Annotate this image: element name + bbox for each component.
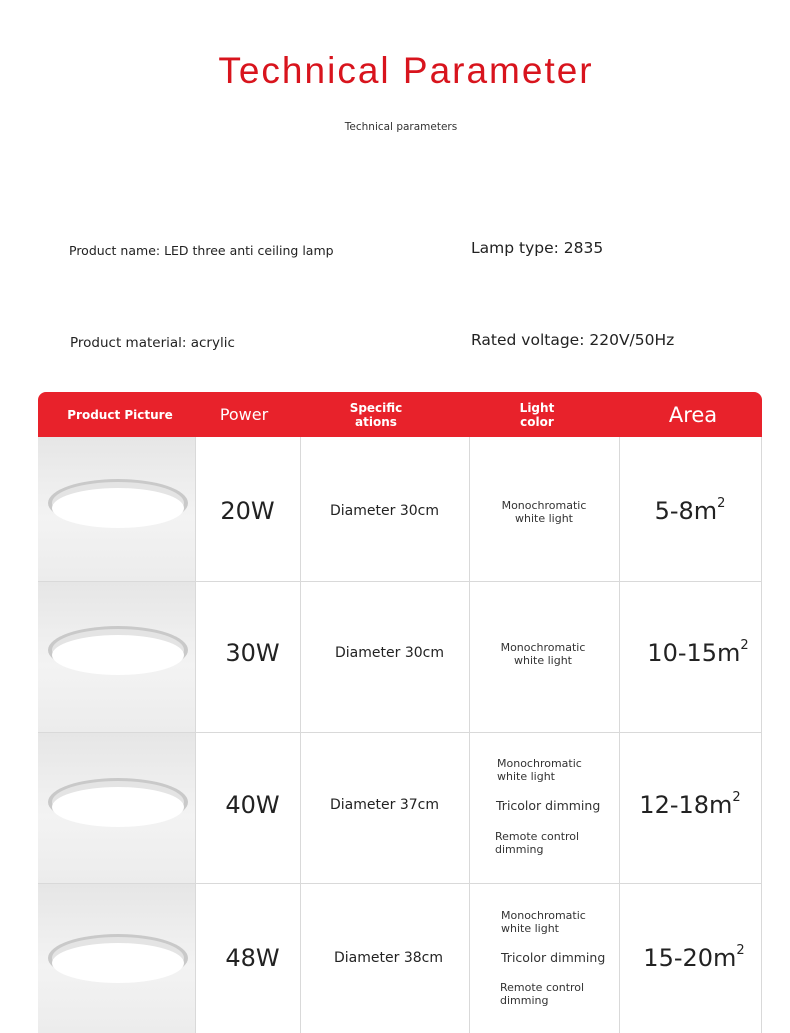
table-header xyxy=(38,392,762,437)
light-option-tricolor: Tricolor dimming xyxy=(501,950,606,965)
header-area: Area xyxy=(668,402,718,427)
header-light-color xyxy=(497,392,577,437)
light-color-value xyxy=(469,499,619,525)
area-value: $10-15m^2$ xyxy=(647,638,749,667)
light-option-remote xyxy=(500,981,584,1007)
light-line: white light xyxy=(514,654,572,667)
page-title: Technical Parameter xyxy=(218,50,594,91)
light-color-value xyxy=(468,641,618,667)
header-light-line2: color xyxy=(520,414,554,429)
light-line: Remote control xyxy=(500,981,585,994)
header-power: Power xyxy=(219,404,269,424)
page-subtitle: Technical parameters xyxy=(344,121,458,133)
light-line: white light xyxy=(501,922,559,935)
light-option-remote xyxy=(495,830,579,856)
product-name: Product name: LED three anti ceiling lamp xyxy=(69,243,334,258)
header-specifications xyxy=(336,392,416,437)
light-line: Monochromatic xyxy=(501,909,586,922)
header-spec-line1: Specific xyxy=(349,400,403,415)
light-line: dimming xyxy=(500,994,549,1007)
specification-value: Diameter 30cm xyxy=(330,503,439,519)
light-line: Monochromatic xyxy=(501,499,587,512)
product-picture xyxy=(38,884,195,1033)
power-value: 30W xyxy=(225,639,280,667)
area-value: $15-20m^2$ xyxy=(643,943,745,972)
product-picture xyxy=(38,582,195,733)
light-line: dimming xyxy=(495,843,544,856)
lamp-type: Lamp type: 2835 xyxy=(471,239,604,257)
power-value: 20W xyxy=(220,497,275,525)
rated-voltage: Rated voltage: 220V/50Hz xyxy=(471,331,675,349)
light-line: white light xyxy=(515,512,573,525)
product-picture xyxy=(38,437,195,582)
table-row xyxy=(38,884,762,1033)
light-line: Monochromatic xyxy=(500,641,586,654)
ceiling-lamp-image xyxy=(44,475,189,539)
table-row xyxy=(38,437,762,582)
light-option-monochromatic xyxy=(497,757,582,783)
header-product-picture: Product Picture xyxy=(67,407,173,422)
ceiling-lamp-image xyxy=(44,622,189,686)
ceiling-lamp-image xyxy=(44,774,189,838)
parameter-table xyxy=(38,392,762,1033)
product-picture xyxy=(38,733,195,884)
specification-value: Diameter 30cm xyxy=(335,645,444,661)
table-row xyxy=(38,582,762,733)
light-option-tricolor: Tricolor dimming xyxy=(496,798,601,813)
ceiling-lamp-image xyxy=(44,930,189,994)
light-option-monochromatic xyxy=(501,909,586,935)
table-row xyxy=(38,733,762,884)
header-spec-line2: ations xyxy=(355,414,397,429)
power-value: 40W xyxy=(225,791,280,819)
area-value: $5-8m^2$ xyxy=(654,496,726,525)
specification-value: Diameter 38cm xyxy=(334,950,443,966)
specification-value: Diameter 37cm xyxy=(330,797,439,813)
header-light-line1: Light xyxy=(519,400,555,415)
area-value: $12-18m^2$ xyxy=(639,790,741,819)
light-line: white light xyxy=(497,770,555,783)
product-material: Product material: acrylic xyxy=(70,335,235,351)
power-value: 48W xyxy=(225,944,280,972)
light-line: Remote control xyxy=(495,830,580,843)
light-line: Monochromatic xyxy=(497,757,582,770)
